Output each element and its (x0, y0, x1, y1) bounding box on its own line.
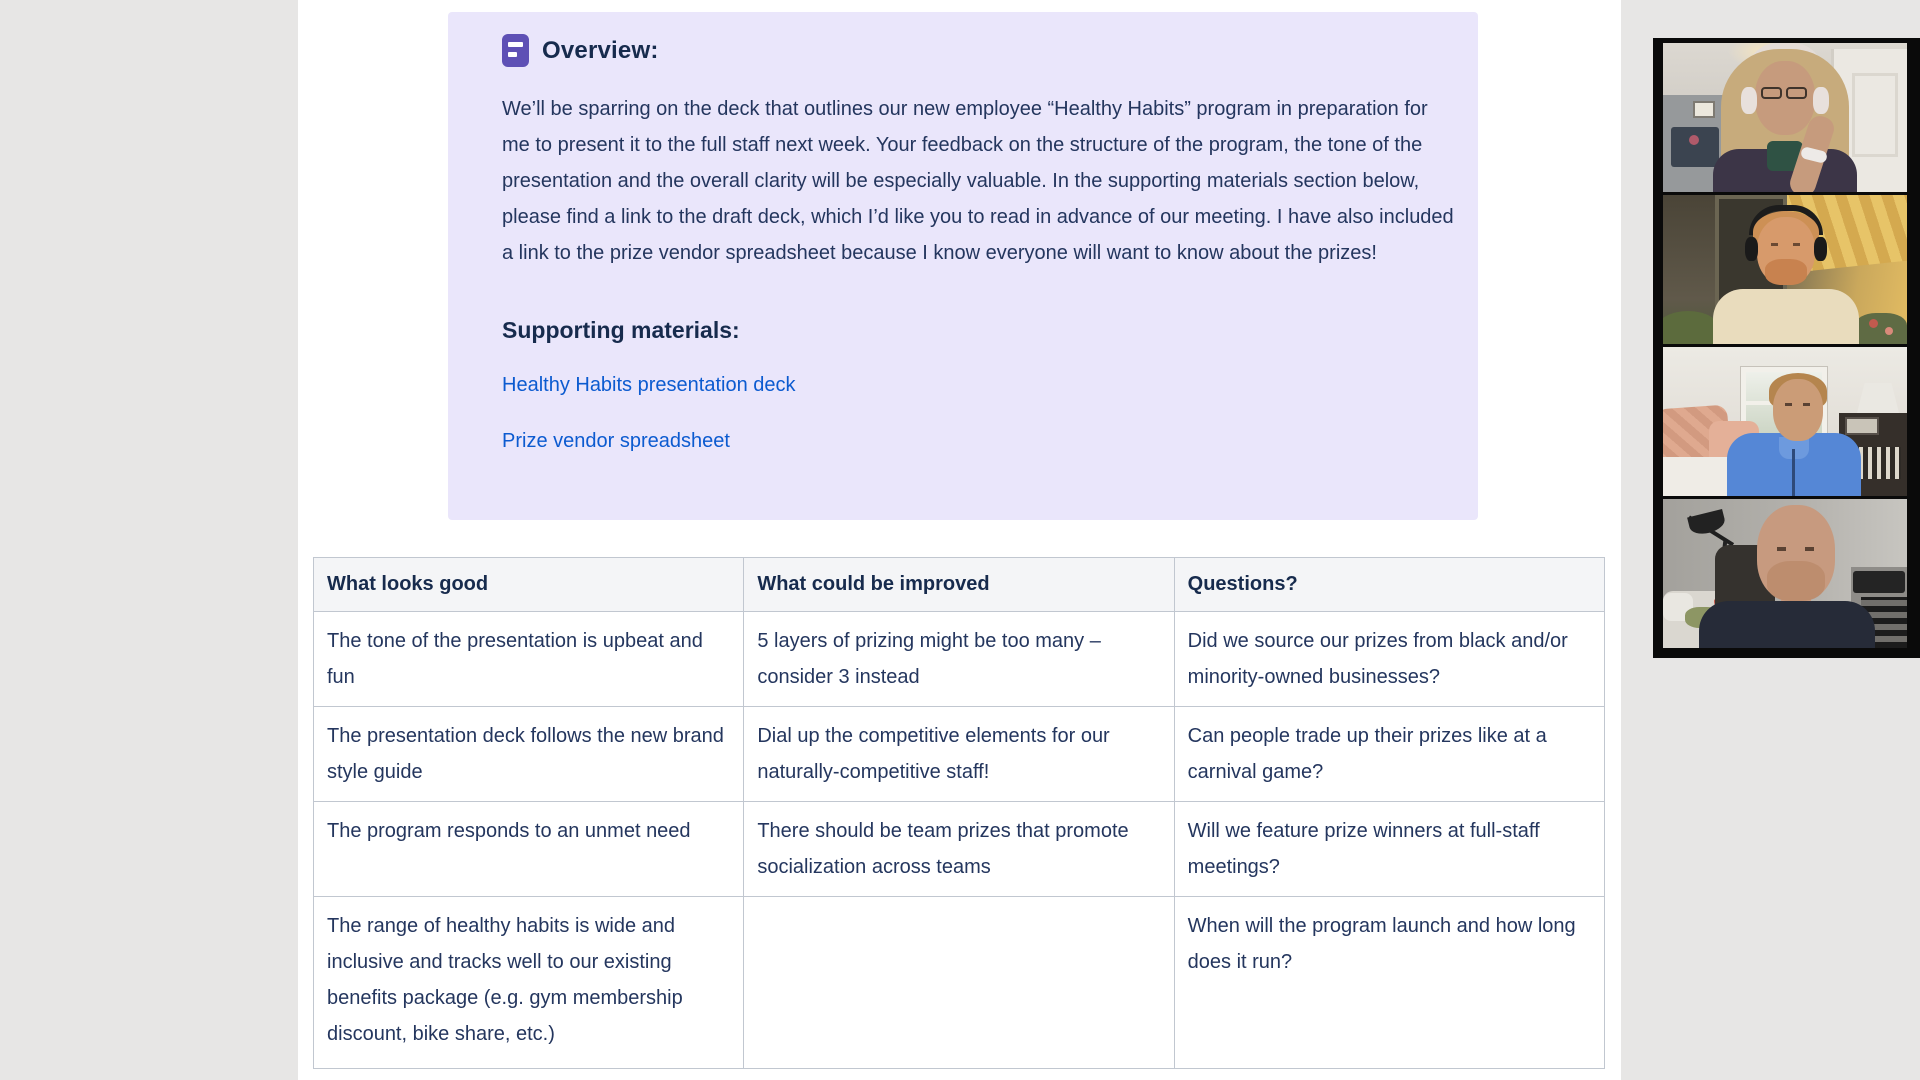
feedback-table (313, 557, 1605, 1069)
floor-lamp-head (1687, 509, 1727, 537)
table-cell: Dial up the competitive elements for our naturally-competitive staff! (744, 707, 1174, 802)
link-healthy-habits-deck[interactable]: Healthy Habits presentation deck (502, 374, 796, 396)
eyes (1777, 547, 1786, 551)
participant-video-3[interactable] (1663, 347, 1907, 496)
stubble (1767, 561, 1825, 601)
face (1773, 379, 1823, 441)
table-row (314, 612, 1605, 707)
headphone-cup (1813, 87, 1829, 114)
shelf-decor (1853, 571, 1905, 593)
wall-shelf (1671, 127, 1719, 167)
headphone-cup (1741, 87, 1757, 114)
jacket-zipper (1792, 449, 1795, 496)
note-icon-line-1 (508, 42, 523, 47)
supporting-materials-title: Supporting materials: (502, 317, 740, 343)
door-panel (1852, 73, 1898, 157)
table-cell: The presentation deck follows the new brand style guide (314, 707, 744, 802)
table-cell: Will we feature prize winners at full-staff meetings? (1174, 802, 1604, 897)
table-cell: The range of healthy habits is wide and inclusive and tracks well to our existing benefits package (e.g. gym membership discount, bike share, etc.) (314, 897, 744, 1069)
column-header-what-looks-good: What looks good (314, 558, 744, 612)
overview-title: Overview: (542, 36, 659, 64)
table-cell: When will the program launch and how long does it run? (1174, 897, 1604, 1069)
table-cell: 5 layers of prizing might be too many – consider 3 instead (744, 612, 1174, 707)
table-row (314, 897, 1605, 1069)
overview-body-text: We’ll be sparring on the deck that outlines our new employee “Healthy Habits” program in preparation for me to present it to the full staff next week. Your feedback on the structure of the program, the tone of the presentation and the overall clarity will be especially valuable. In the supporting materials section below, please find a link to the draft deck, which I’d like you to read in advance of our meeting. I have also included a link to the prize vendor spreadsheet because I know everyone will want to know about the prizes! (502, 98, 1454, 264)
table-cell: The tone of the presentation is upbeat and fun (314, 612, 744, 707)
glasses-left-lens (1761, 87, 1782, 99)
participant-video-1[interactable] (1663, 43, 1907, 192)
column-header-questions: Questions? (1174, 558, 1604, 612)
books (1859, 447, 1901, 479)
shelf-ornament (1689, 135, 1699, 145)
picture-frame (1845, 417, 1879, 435)
participant-video-2[interactable] (1663, 195, 1907, 344)
table-cell (744, 897, 1174, 1069)
flower (1885, 327, 1893, 335)
column-header-what-could-be-improved: What could be improved (744, 558, 1174, 612)
video-participant-strip (1653, 38, 1920, 658)
headphone-cup (1745, 237, 1758, 261)
document-page (298, 0, 1621, 1080)
table-cell: The program responds to an unmet need (314, 802, 744, 897)
link-prize-vendor-spreadsheet[interactable]: Prize vendor spreadsheet (502, 430, 730, 452)
table-cell: Can people trade up their prizes like at a carnival game? (1174, 707, 1604, 802)
lamp-shade (1857, 383, 1899, 413)
participant-video-4[interactable] (1663, 499, 1907, 648)
headphone-cup (1814, 237, 1827, 261)
foliage (1855, 313, 1907, 344)
note-icon-line-2 (508, 52, 517, 57)
journal-note-icon (502, 34, 529, 67)
overview-panel (448, 12, 1478, 520)
table-header-row (314, 558, 1605, 612)
glasses-right-lens (1786, 87, 1807, 99)
eyes (1771, 243, 1778, 246)
overview-panel-header (502, 34, 1428, 67)
table-cell: There should be team prizes that promote socialization across teams (744, 802, 1174, 897)
cream-shirt (1713, 289, 1859, 344)
table-cell: Did we source our prizes from black and/or minority-owned businesses? (1174, 612, 1604, 707)
table-row (314, 802, 1605, 897)
picture-frame (1693, 101, 1715, 118)
dark-shirt (1699, 601, 1875, 648)
eyes (1785, 403, 1792, 406)
beard (1765, 259, 1807, 285)
flower (1869, 319, 1878, 328)
table-row (314, 707, 1605, 802)
